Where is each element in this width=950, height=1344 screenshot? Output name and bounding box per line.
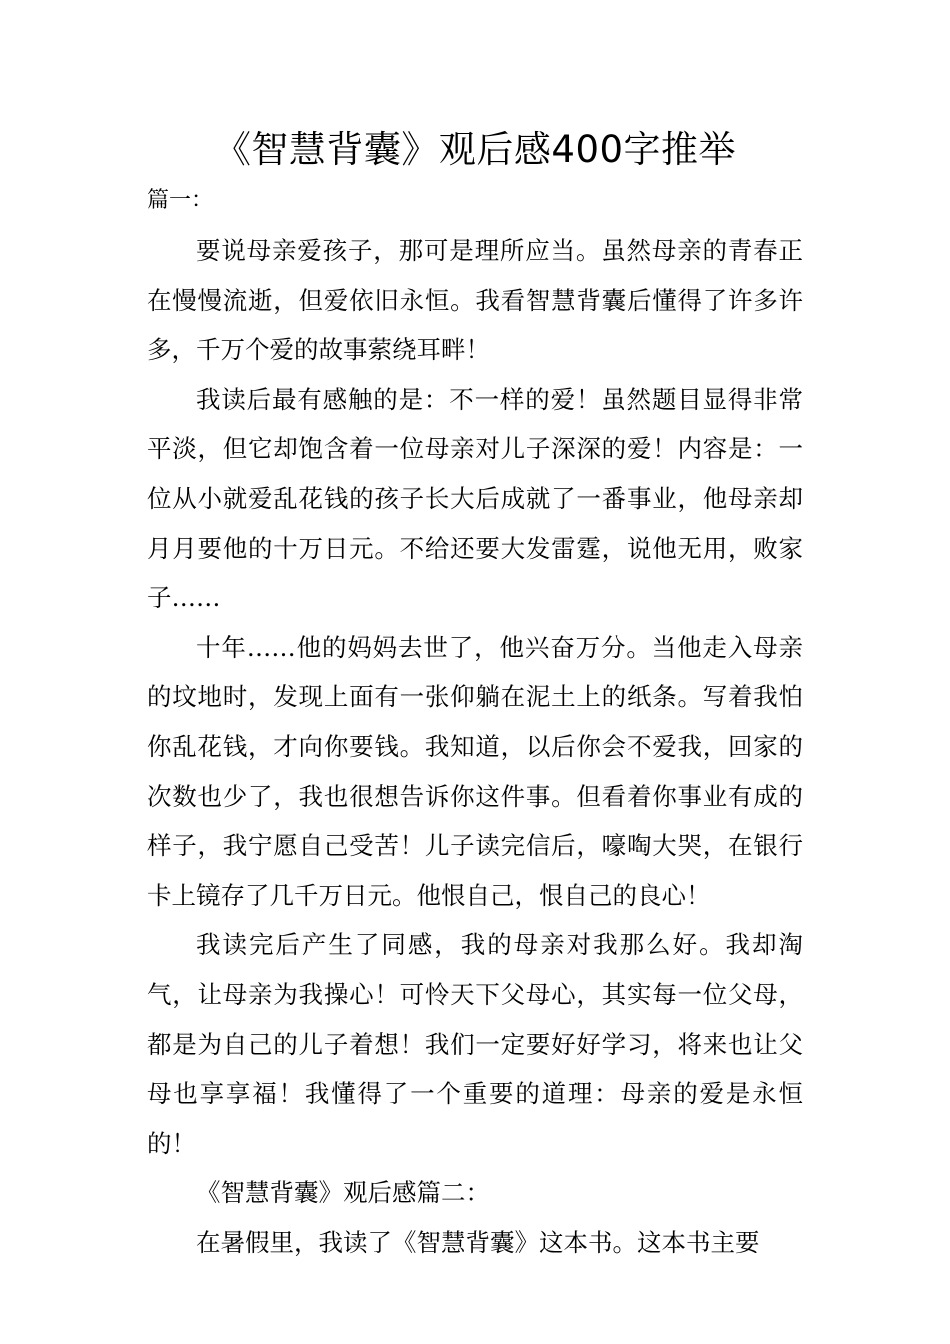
- section-label: 篇一：: [147, 188, 214, 213]
- paragraph: 在暑假里，我读了《智慧背囊》这本书。这本书主要: [196, 1227, 760, 1257]
- section-heading: 《智慧背囊》观后感篇二：: [196, 1178, 490, 1208]
- paragraph: 我读后最有感触的是：不一样的爱！虽然题目显得非常平淡，但它却饱含着一位母亲对儿子深深的爱！内容是：一位从小就爱乱花钱的孩子长大后成就了一番事业，他母亲却月月要他的十万日元。不给还要大发雷霆，说他无用，败家子……: [147, 384, 803, 613]
- paragraph: 我读完后产生了同感，我的母亲对我那么好。我却淘气，让母亲为我操心！可怜天下父母心，其实每一位父母，都是为自己的儿子着想！我们一定要好好学习，将来也让父母也享享福！我懂得了一个重要的道理：母亲的爱是永恒的！: [147, 930, 803, 1158]
- paragraph: 十年……他的妈妈去世了，他兴奋万分。当他走入母亲的坟地时，发现上面有一张仰躺在泥土上的纸条。写着我怕你乱花钱，才向你要钱。我知道，以后你会不爱我，回家的次数也少了，我也很想告诉你这件事。但看着你事业有成的样子，我宁愿自己受苦！儿子读完信后，嚎啕大哭，在银行卡上镜存了几千万日元。他恨自己，恨自己的良心！: [147, 632, 803, 910]
- document-title: 《智慧背囊》观后感400字推举: [213, 128, 737, 171]
- document-body: [147, 226, 803, 1267]
- paragraph: 要说母亲爱孩子，那可是理所应当。虽然母亲的青春正在慢慢流逝，但爱依旧永恒。我看智慧背囊后懂得了许多许多，千万个爱的故事萦绕耳畔！: [147, 236, 803, 365]
